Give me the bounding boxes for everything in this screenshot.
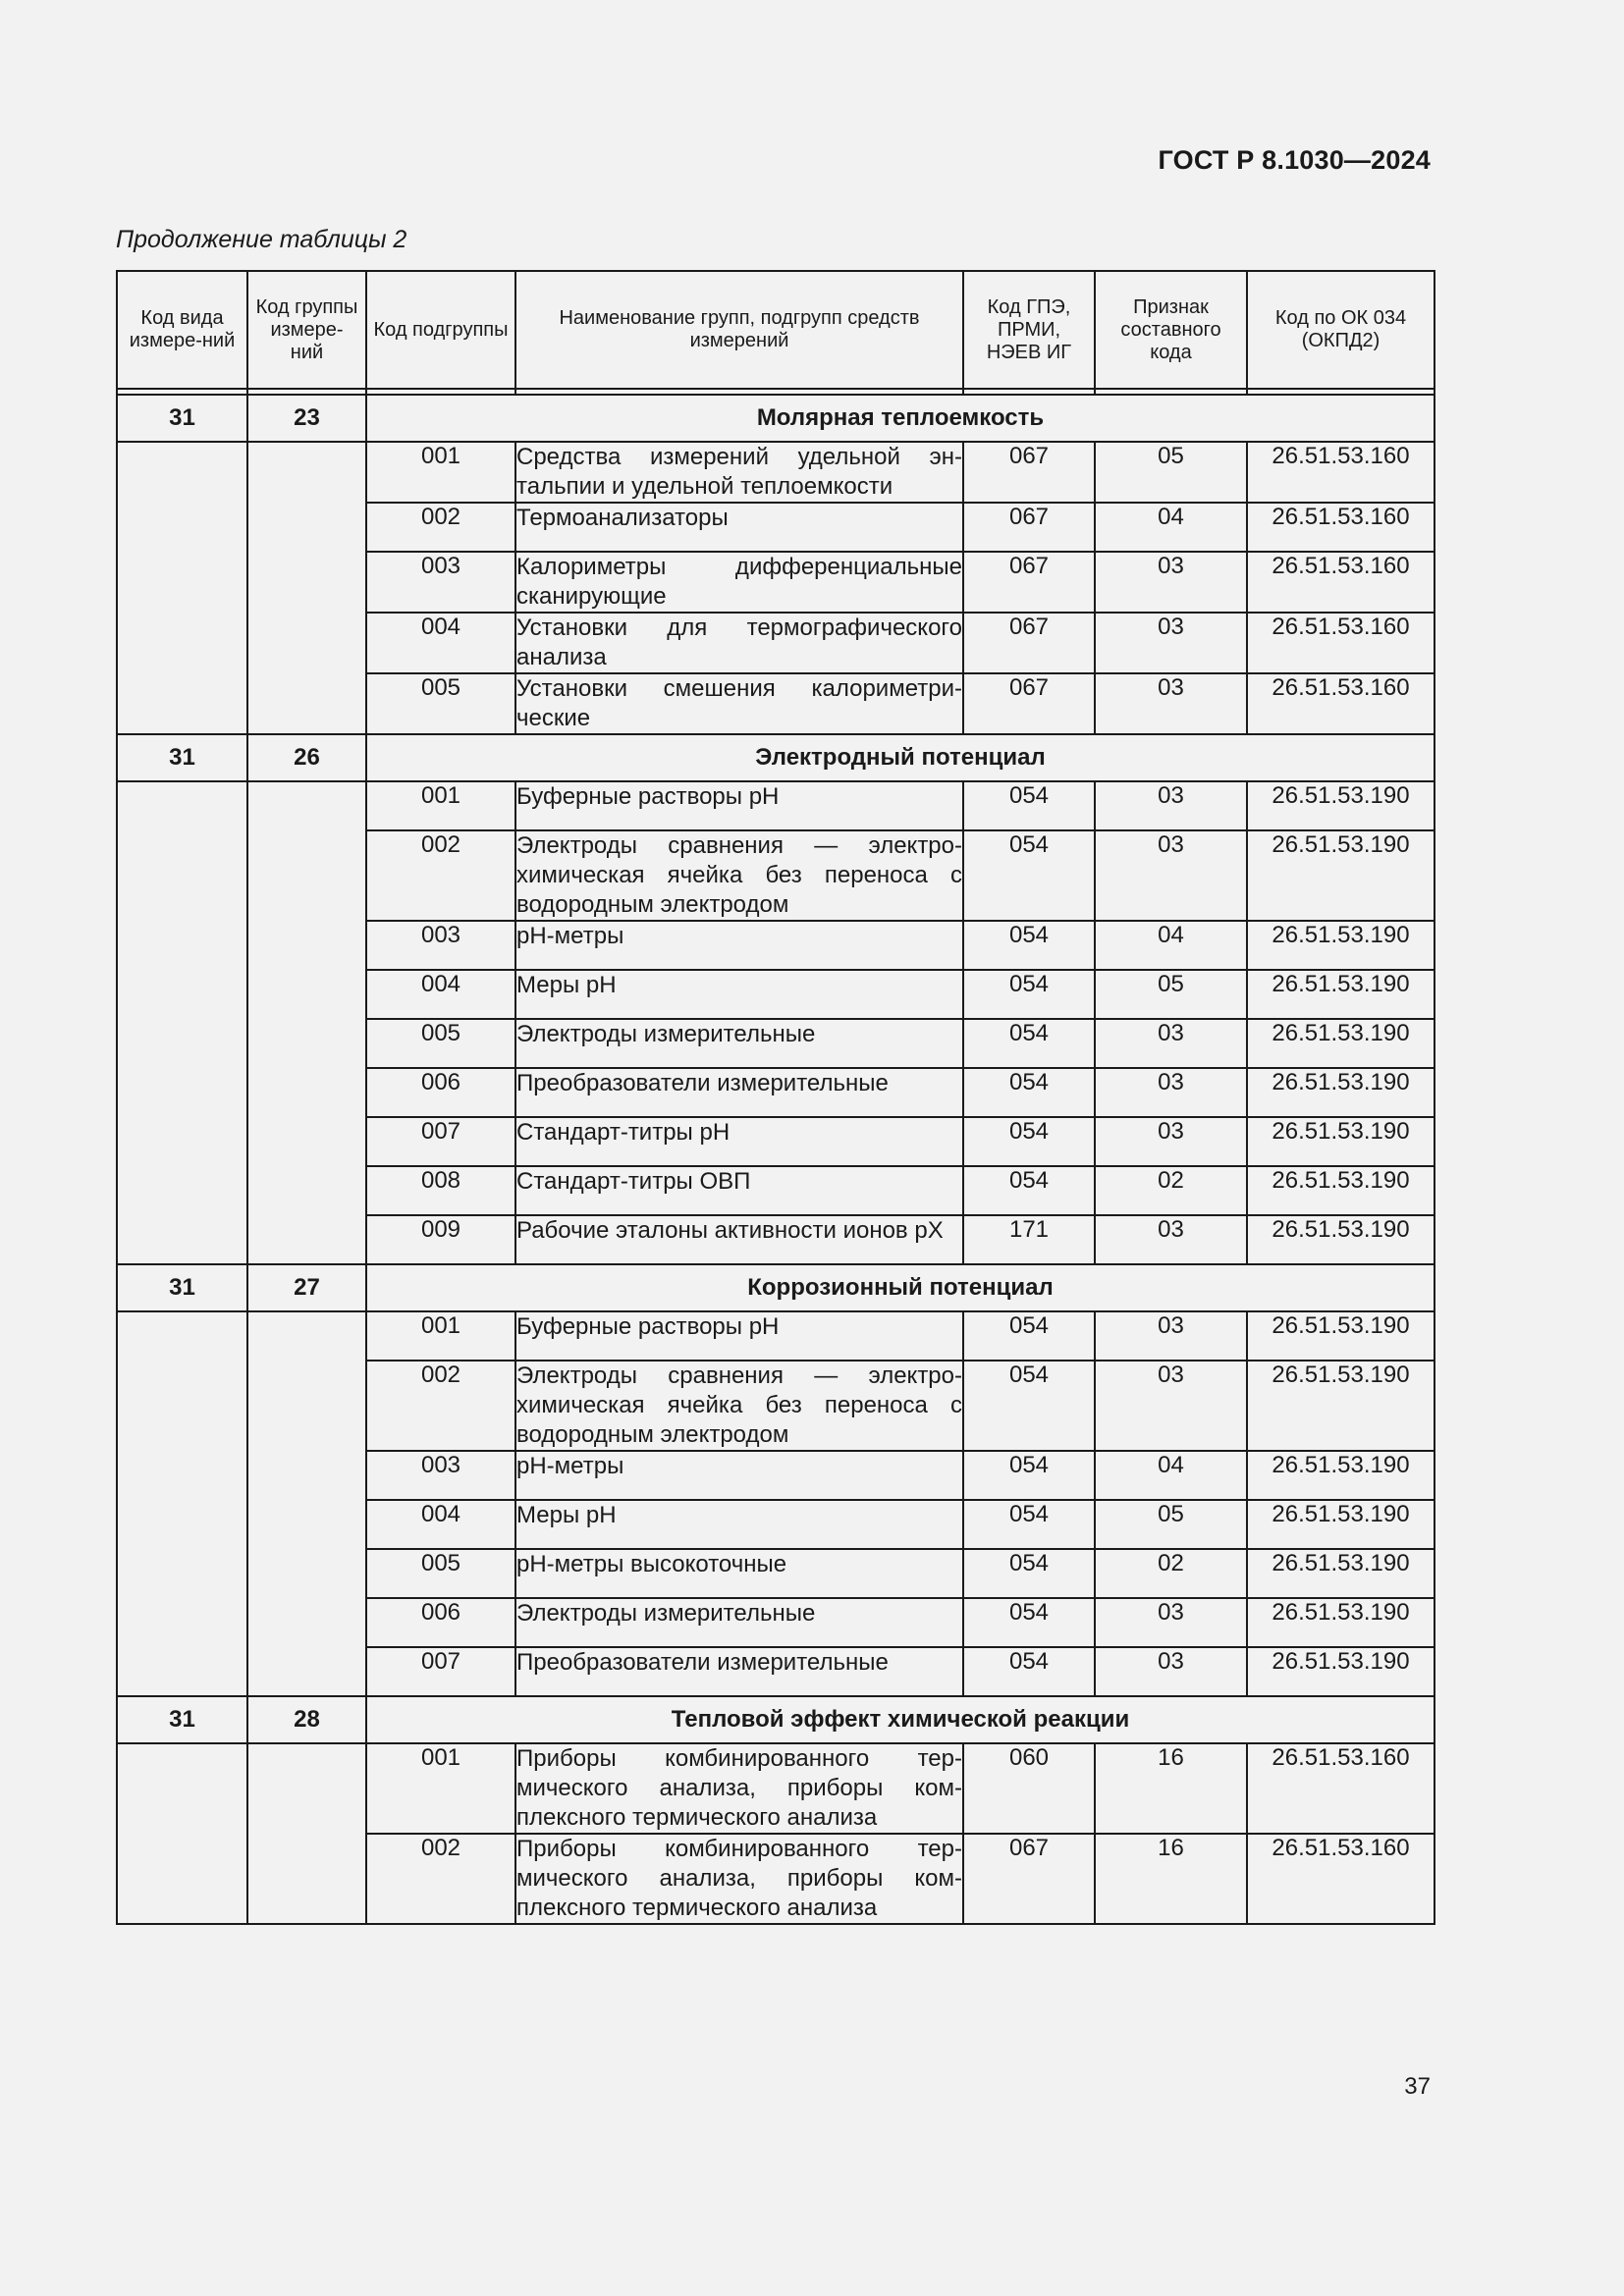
group-title: Коррозионный потенциал: [366, 1264, 1435, 1311]
empty-type-cell: [117, 1311, 247, 1696]
okpd-code-cell: 26.51.53.190: [1247, 1215, 1435, 1264]
subgroup-code-cell: 008: [366, 1166, 515, 1215]
item-name-cell: Электроды сравнения — электро-химическая ячейка без переноса с водородным электродом: [515, 1361, 963, 1451]
item-name-cell: Установки смешения калориметри-ческие: [515, 673, 963, 734]
okpd-code-cell: 26.51.53.160: [1247, 673, 1435, 734]
document-standard-number: ГОСТ Р 8.1030—2024: [1158, 145, 1431, 175]
item-name-cell: Меры pH: [515, 1500, 963, 1549]
composite-sign-cell: 04: [1095, 1451, 1247, 1500]
gpe-code-cell: 054: [963, 1451, 1095, 1500]
item-name-cell: pH-метры высокоточные: [515, 1549, 963, 1598]
item-name-cell: Преобразователи измерительные: [515, 1647, 963, 1696]
item-name-cell: Преобразователи измерительные: [515, 1068, 963, 1117]
gpe-code-cell: 054: [963, 1549, 1095, 1598]
group-code: 23: [247, 395, 366, 442]
okpd-code-cell: 26.51.53.190: [1247, 970, 1435, 1019]
gpe-code-cell: 054: [963, 1598, 1095, 1647]
composite-sign-cell: 03: [1095, 1019, 1247, 1068]
gpe-code-cell: 054: [963, 1117, 1095, 1166]
group-code: 26: [247, 734, 366, 781]
okpd-code-cell: 26.51.53.190: [1247, 1451, 1435, 1500]
group-row: [117, 734, 1435, 781]
okpd-code-cell: 26.51.53.190: [1247, 1549, 1435, 1598]
item-name-cell: Калориметры дифференциальные сканирующие: [515, 552, 963, 613]
gpe-code-cell: 054: [963, 1500, 1095, 1549]
header-name: Наименование групп, подгрупп средств измерений: [515, 271, 963, 389]
item-name-cell: Буферные растворы pH: [515, 781, 963, 830]
table-row: [117, 1311, 1435, 1361]
group-title: Тепловой эффект химической реакции: [366, 1696, 1435, 1743]
composite-sign-cell: 03: [1095, 1361, 1247, 1451]
header-gpe-code: Код ГПЭ, ПРМИ, НЭЕВ ИГ: [963, 271, 1095, 389]
item-name-cell: Буферные растворы pH: [515, 1311, 963, 1361]
okpd-code-cell: 26.51.53.190: [1247, 781, 1435, 830]
subgroup-code-cell: 003: [366, 1451, 515, 1500]
group-type-code: 31: [117, 1264, 247, 1311]
page-number: 37: [1404, 2073, 1431, 2100]
composite-sign-cell: 05: [1095, 442, 1247, 503]
gpe-code-cell: 054: [963, 1166, 1095, 1215]
empty-group-cell: [247, 781, 366, 1264]
empty-type-cell: [117, 1743, 247, 1924]
subgroup-code-cell: 002: [366, 503, 515, 552]
okpd-code-cell: 26.51.53.190: [1247, 1361, 1435, 1451]
composite-sign-cell: 02: [1095, 1166, 1247, 1215]
subgroup-code-cell: 004: [366, 1500, 515, 1549]
okpd-code-cell: 26.51.53.160: [1247, 1743, 1435, 1834]
subgroup-code-cell: 006: [366, 1068, 515, 1117]
group-row: [117, 1696, 1435, 1743]
gpe-code-cell: 067: [963, 673, 1095, 734]
okpd-code-cell: 26.51.53.190: [1247, 1166, 1435, 1215]
gpe-code-cell: 054: [963, 781, 1095, 830]
empty-type-cell: [117, 442, 247, 734]
composite-sign-cell: 03: [1095, 1647, 1247, 1696]
gpe-code-cell: 054: [963, 830, 1095, 921]
okpd-code-cell: 26.51.53.190: [1247, 1311, 1435, 1361]
group-title: Электродный потенциал: [366, 734, 1435, 781]
subgroup-code-cell: 001: [366, 442, 515, 503]
item-name-cell: Электроды измерительные: [515, 1598, 963, 1647]
group-type-code: 31: [117, 734, 247, 781]
composite-sign-cell: 16: [1095, 1834, 1247, 1924]
empty-type-cell: [117, 781, 247, 1264]
header-subgroup-code: Код подгруппы: [366, 271, 515, 389]
composite-sign-cell: 03: [1095, 673, 1247, 734]
gpe-code-cell: 067: [963, 552, 1095, 613]
composite-sign-cell: 03: [1095, 1598, 1247, 1647]
okpd-code-cell: 26.51.53.190: [1247, 1598, 1435, 1647]
subgroup-code-cell: 004: [366, 613, 515, 673]
item-name-cell: Термоанализаторы: [515, 503, 963, 552]
item-name-cell: Электроды измерительные: [515, 1019, 963, 1068]
subgroup-code-cell: 001: [366, 781, 515, 830]
gpe-code-cell: 054: [963, 921, 1095, 970]
classification-table: [116, 270, 1435, 1925]
subgroup-code-cell: 002: [366, 1834, 515, 1924]
table-body: [117, 389, 1435, 1924]
okpd-code-cell: 26.51.53.190: [1247, 1647, 1435, 1696]
item-name-cell: pH-метры: [515, 1451, 963, 1500]
gpe-code-cell: 060: [963, 1743, 1095, 1834]
subgroup-code-cell: 005: [366, 1019, 515, 1068]
item-name-cell: Приборы комбинированного тер-мического анализа, приборы ком-плексного термического анализа: [515, 1743, 963, 1834]
subgroup-code-cell: 001: [366, 1311, 515, 1361]
subgroup-code-cell: 007: [366, 1647, 515, 1696]
gpe-code-cell: 054: [963, 1647, 1095, 1696]
composite-sign-cell: 03: [1095, 1311, 1247, 1361]
empty-group-cell: [247, 1743, 366, 1924]
okpd-code-cell: 26.51.53.160: [1247, 613, 1435, 673]
item-name-cell: Меры pH: [515, 970, 963, 1019]
empty-group-cell: [247, 1311, 366, 1696]
okpd-code-cell: 26.51.53.160: [1247, 442, 1435, 503]
okpd-code-cell: 26.51.53.160: [1247, 1834, 1435, 1924]
gpe-code-cell: 054: [963, 1311, 1095, 1361]
table-row: [117, 1743, 1435, 1834]
okpd-code-cell: 26.51.53.190: [1247, 1068, 1435, 1117]
subgroup-code-cell: 003: [366, 552, 515, 613]
composite-sign-cell: 03: [1095, 613, 1247, 673]
gpe-code-cell: 067: [963, 613, 1095, 673]
table-caption: Продолжение таблицы 2: [116, 226, 407, 253]
okpd-code-cell: 26.51.53.190: [1247, 1500, 1435, 1549]
gpe-code-cell: 067: [963, 442, 1095, 503]
composite-sign-cell: 03: [1095, 1068, 1247, 1117]
subgroup-code-cell: 009: [366, 1215, 515, 1264]
subgroup-code-cell: 002: [366, 1361, 515, 1451]
composite-sign-cell: 04: [1095, 921, 1247, 970]
gpe-code-cell: 067: [963, 1834, 1095, 1924]
subgroup-code-cell: 005: [366, 673, 515, 734]
composite-sign-cell: 16: [1095, 1743, 1247, 1834]
okpd-code-cell: 26.51.53.190: [1247, 921, 1435, 970]
group-type-code: 31: [117, 395, 247, 442]
composite-sign-cell: 05: [1095, 1500, 1247, 1549]
header-composite-sign: Признак составного кода: [1095, 271, 1247, 389]
group-code: 28: [247, 1696, 366, 1743]
subgroup-code-cell: 007: [366, 1117, 515, 1166]
composite-sign-cell: 03: [1095, 1117, 1247, 1166]
subgroup-code-cell: 004: [366, 970, 515, 1019]
gpe-code-cell: 054: [963, 1019, 1095, 1068]
okpd-code-cell: 26.51.53.160: [1247, 552, 1435, 613]
header-group-code: Код группы измере-ний: [247, 271, 366, 389]
empty-group-cell: [247, 442, 366, 734]
okpd-code-cell: 26.51.53.190: [1247, 1019, 1435, 1068]
composite-sign-cell: 03: [1095, 1215, 1247, 1264]
gpe-code-cell: 054: [963, 1361, 1095, 1451]
item-name-cell: Стандарт-титры pH: [515, 1117, 963, 1166]
group-code: 27: [247, 1264, 366, 1311]
subgroup-code-cell: 002: [366, 830, 515, 921]
gpe-code-cell: 171: [963, 1215, 1095, 1264]
group-title: Молярная теплоемкость: [366, 395, 1435, 442]
item-name-cell: Установки для термографического анализа: [515, 613, 963, 673]
composite-sign-cell: 03: [1095, 781, 1247, 830]
subgroup-code-cell: 005: [366, 1549, 515, 1598]
group-row: [117, 1264, 1435, 1311]
gpe-code-cell: 054: [963, 970, 1095, 1019]
subgroup-code-cell: 003: [366, 921, 515, 970]
table-row: [117, 442, 1435, 503]
group-type-code: 31: [117, 1696, 247, 1743]
gpe-code-cell: 054: [963, 1068, 1095, 1117]
composite-sign-cell: 03: [1095, 552, 1247, 613]
table-header-row: [117, 271, 1435, 389]
subgroup-code-cell: 001: [366, 1743, 515, 1834]
header-okpd-code: Код по ОК 034 (ОКПД2): [1247, 271, 1435, 389]
composite-sign-cell: 02: [1095, 1549, 1247, 1598]
item-name-cell: Рабочие эталоны активности ионов pX: [515, 1215, 963, 1264]
table-row: [117, 781, 1435, 830]
subgroup-code-cell: 006: [366, 1598, 515, 1647]
item-name-cell: Стандарт-титры ОВП: [515, 1166, 963, 1215]
gpe-code-cell: 067: [963, 503, 1095, 552]
item-name-cell: pH-метры: [515, 921, 963, 970]
composite-sign-cell: 03: [1095, 830, 1247, 921]
okpd-code-cell: 26.51.53.190: [1247, 830, 1435, 921]
group-row: [117, 395, 1435, 442]
okpd-code-cell: 26.51.53.190: [1247, 1117, 1435, 1166]
item-name-cell: Средства измерений удельной эн-тальпии и удельной теплоемкости: [515, 442, 963, 503]
okpd-code-cell: 26.51.53.160: [1247, 503, 1435, 552]
item-name-cell: Электроды сравнения — электро-химическая ячейка без переноса с водородным электродом: [515, 830, 963, 921]
composite-sign-cell: 04: [1095, 503, 1247, 552]
item-name-cell: Приборы комбинированного тер-мического анализа, приборы ком-плексного термического анализа: [515, 1834, 963, 1924]
composite-sign-cell: 05: [1095, 970, 1247, 1019]
header-type-code: Код вида измере-ний: [117, 271, 247, 389]
